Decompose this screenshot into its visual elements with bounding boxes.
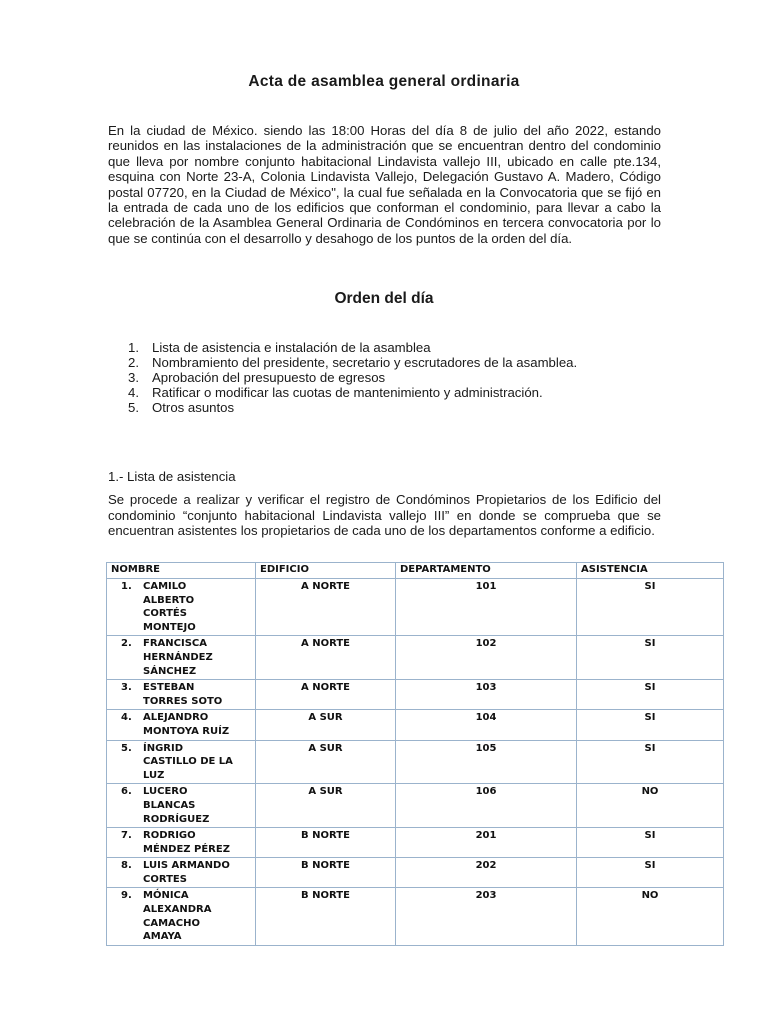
- table-header-row: [107, 563, 724, 579]
- owner-name: FRANCISCA HERNÁNDEZ SÁNCHEZ: [143, 638, 213, 677]
- owner-name: MÓNICA ALEXANDRA CAMACHO AMAYA: [143, 890, 212, 943]
- agenda-item-number: 5.: [128, 400, 139, 415]
- column-header-attendance: ASISTENCIA: [577, 563, 724, 579]
- building-cell: A NORTE: [256, 579, 396, 636]
- attendance-cell: SI: [577, 828, 724, 858]
- attendance-table: [106, 562, 724, 946]
- table-row: [107, 784, 724, 828]
- intro-paragraph: En la ciudad de México. siendo las 18:00 Horas del día 8 de julio del año 2022, estando reunidos en las instalaciones de la administración que se encuentran dentro del condominio que lleva por nombre conjunto habitacional Lindavista vallejo III, ubicado en calle pte.134, esquina con Norte 23-A, Colonia Lindavista Vallejo, Delegación Gustavo A. Madero, Código postal 07720, en la Ciudad de México", la cual fue señalada en la Convocatoria que se fijó en la entrada de cada uno de los edificios que conforman el condominio, para llevar a cabo la celebración de la Asamblea General Ordinaria de Condóminos en tercera convocatoria por lo que se continúa con el desarrollo y desahogo de los puntos de la orden del día.: [108, 123, 661, 246]
- name-cell: [107, 710, 256, 740]
- table-row: [107, 828, 724, 858]
- column-header-name: NOMBRE: [107, 563, 256, 579]
- row-number: 9.: [121, 890, 132, 902]
- building-cell: A SUR: [256, 710, 396, 740]
- building-cell: B NORTE: [256, 858, 396, 888]
- table-row: [107, 888, 724, 945]
- owner-name: LUIS ARMANDO CORTES: [143, 860, 230, 885]
- attendance-cell: NO: [577, 784, 724, 828]
- attendance-cell: SI: [577, 740, 724, 784]
- column-header-department: DEPARTAMENTO: [396, 563, 577, 579]
- agenda-list: [128, 340, 577, 415]
- row-number: 7.: [121, 830, 132, 842]
- agenda-item: [128, 355, 577, 370]
- name-cell: [107, 858, 256, 888]
- row-number: 3.: [121, 682, 132, 694]
- section-paragraph: Se procede a realizar y verificar el registro de Condóminos Propietarios de los Edificio del condominio “conjunto habitacional Lindavista vallejo III” en donde se comprueba que se encuentran asistentes los propietarios de cada uno de los departamentos conforme a edificio.: [108, 492, 661, 538]
- agenda-item: [128, 400, 577, 415]
- name-cell: [107, 636, 256, 680]
- department-cell: 105: [396, 740, 577, 784]
- name-cell: [107, 579, 256, 636]
- name-cell: [107, 680, 256, 710]
- agenda-item-number: 3.: [128, 370, 139, 385]
- agenda-item-number: 4.: [128, 385, 139, 400]
- agenda-item-text: Aprobación del presupuesto de egresos: [152, 370, 386, 385]
- owner-name: RODRIGO MÉNDEZ PÉREZ: [143, 830, 230, 855]
- row-number: 4.: [121, 712, 132, 724]
- attendance-cell: SI: [577, 680, 724, 710]
- agenda-title: Orden del día: [334, 290, 434, 307]
- owner-name: ESTEBAN TORRES SOTO: [143, 682, 223, 707]
- agenda-item: [128, 340, 577, 355]
- name-cell: [107, 784, 256, 828]
- agenda-item: [128, 370, 577, 385]
- name-cell: [107, 888, 256, 945]
- department-cell: 203: [396, 888, 577, 945]
- department-cell: 104: [396, 710, 577, 740]
- department-cell: 202: [396, 858, 577, 888]
- building-cell: B NORTE: [256, 888, 396, 945]
- building-cell: A NORTE: [256, 680, 396, 710]
- row-number: 2.: [121, 638, 132, 650]
- owner-name: ÍNGRID CASTILLO DE LA LUZ: [143, 742, 233, 781]
- table-row: [107, 579, 724, 636]
- agenda-item-number: 2.: [128, 355, 139, 370]
- agenda-item-text: Nombramiento del presidente, secretario y escrutadores de la asamblea.: [152, 355, 578, 370]
- owner-name: ALEJANDRO MONTOYA RUÍZ: [143, 712, 230, 737]
- attendance-cell: NO: [577, 888, 724, 945]
- attendance-cell: SI: [577, 858, 724, 888]
- section-heading: 1.- Lista de asistencia: [108, 469, 236, 484]
- column-header-building: EDIFICIO: [256, 563, 396, 579]
- department-cell: 101: [396, 579, 577, 636]
- department-cell: 106: [396, 784, 577, 828]
- agenda-item: [128, 385, 577, 400]
- row-number: 1.: [121, 581, 132, 592]
- department-cell: 201: [396, 828, 577, 858]
- agenda-item-text: Lista de asistencia e instalación de la asamblea: [152, 340, 431, 355]
- building-cell: B NORTE: [256, 828, 396, 858]
- row-number: 5.: [121, 742, 132, 754]
- name-cell: [107, 740, 256, 784]
- row-number: 6.: [121, 786, 132, 798]
- department-cell: 102: [396, 636, 577, 680]
- owner-name: CAMILO ALBERTO CORTÉS MONTEJO: [143, 581, 196, 633]
- agenda-item-text: Ratificar o modificar las cuotas de mantenimiento y administración.: [152, 385, 543, 400]
- table-row: [107, 740, 724, 784]
- document-title: Acta de asamblea general ordinaria: [248, 73, 520, 90]
- attendance-cell: SI: [577, 636, 724, 680]
- agenda-item-number: 1.: [128, 340, 139, 355]
- owner-name: LUCERO BLANCAS RODRÍGUEZ: [143, 786, 210, 825]
- attendance-cell: SI: [577, 710, 724, 740]
- attendance-cell: SI: [577, 579, 724, 636]
- agenda-item-text: Otros asuntos: [152, 400, 235, 415]
- table-row: [107, 710, 724, 740]
- table-row: [107, 858, 724, 888]
- building-cell: A SUR: [256, 784, 396, 828]
- building-cell: A SUR: [256, 740, 396, 784]
- table-row: [107, 680, 724, 710]
- building-cell: A NORTE: [256, 636, 396, 680]
- department-cell: 103: [396, 680, 577, 710]
- table-row: [107, 636, 724, 680]
- name-cell: [107, 828, 256, 858]
- row-number: 8.: [121, 860, 132, 872]
